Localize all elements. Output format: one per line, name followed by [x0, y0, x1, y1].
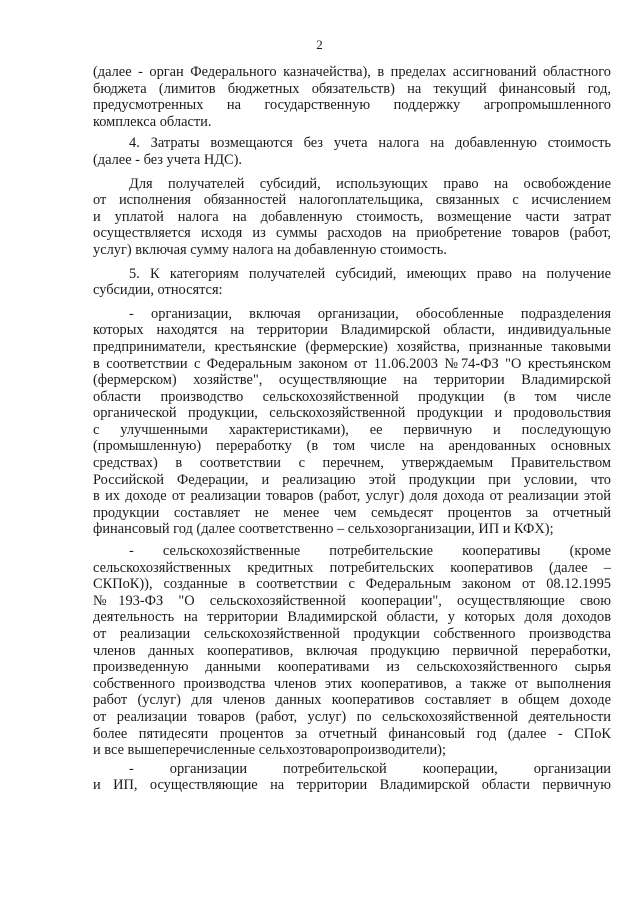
text-line: членов данных кооперативов, включая продукцию первичной переработки,: [93, 642, 611, 659]
text-line: в их доходе от реализации товаров (работ, услуг) доля дохода от реализации этой: [93, 488, 611, 505]
text-line: и все вышеперечисленные сельхозтоваропроизводители);: [93, 742, 446, 759]
paragraph-continuation: [93, 64, 611, 130]
text-line: субсидии, относятся:: [93, 282, 223, 299]
bullet-cooperatives: [93, 543, 611, 759]
text-line: деятельность на территории Владимирской области, у которых доля доходов: [93, 609, 611, 626]
text-line: и уплатой налога на добавленную стоимость, возмещение части затрат: [93, 208, 611, 225]
bullet-consumer-cooperation: [93, 761, 611, 794]
text-line: в соответствии с Федеральным законом от 11.06.2003 №74-ФЗ "О крестьянском: [93, 355, 611, 372]
text-line: - организации, включая организации, обособленные подразделения: [129, 305, 611, 322]
text-line: 4. Затраты возмещаются без учета налога на добавленную стоимость: [129, 135, 611, 152]
text-line: осуществляется исходя из суммы расходов на приобретение товаров (работ,: [93, 225, 611, 242]
text-line: бюджета (лимитов бюджетных обязательств) на текущий финансовый год,: [93, 80, 611, 97]
text-line: - организации потребительской кооперации, организации: [129, 760, 611, 777]
text-line: произведенную данными кооперативами из сельскохозяйственного сырья: [93, 659, 611, 676]
text-line: СКПоК)), созданные в соответствии с Федеральным законом от 08.12.1995: [93, 576, 611, 593]
text-line: органической продукции, сельскохозяйственной продукции и продовольствия: [93, 405, 611, 422]
text-line: финансовый год (далее соответственно – сельхозорганизации, ИП и КФХ);: [93, 521, 554, 538]
paragraph-item-4: [93, 135, 611, 168]
text-line: предприниматели, крестьянские (фермерские) хозяйства, признанные таковыми: [93, 338, 611, 355]
text-line: работ (услуг) для членов данных кооперативов составляет в общем доходе: [93, 692, 611, 709]
text-line: и ИП, осуществляющие на территории Владимирской области первичную: [93, 777, 611, 794]
text-line: которых находятся на территории Владимирской области, индивидуальные: [93, 322, 611, 339]
text-line: предусмотренных на государственную поддержку агропромышленного: [93, 97, 611, 114]
paragraph-item-5: [93, 266, 611, 299]
text-line: (далее - орган Федерального казначейства), в пределах ассигнований областного: [93, 64, 611, 80]
document-body: [93, 64, 611, 794]
text-line: услуг) включая сумму налога на добавленную стоимость.: [93, 241, 447, 258]
text-line: продукции составляет не менее чем семьдесят процентов за отчетный: [93, 504, 611, 521]
page-number: 2: [316, 37, 323, 52]
text-line: №193-ФЗ "О сельскохозяйственной кооперации", осуществляющие свою: [93, 592, 611, 609]
text-line: собственного производства членов этих кооперативов, а также от выполнения: [93, 675, 611, 692]
text-line: средствах) в соответствии с перечнем, утверждаемым Правительством: [93, 455, 611, 472]
text-line: Для получателей субсидий, использующих право на освобождение: [129, 175, 611, 192]
text-line: (фермерском) хозяйстве", осуществляющие на территории Владимирской: [93, 372, 611, 389]
text-line: от исполнения обязанностей налогоплательщика, связанных с исчислением: [93, 192, 611, 209]
text-line: с улучшенными характеристиками), ее первичную и последующую: [93, 421, 611, 438]
text-line: более пятидесяти процентов за отчетный финансовый год (далее - СПоК: [93, 725, 611, 742]
text-line: от реализации сельскохозяйственной продукции собственного производства: [93, 626, 611, 642]
text-line: (промышленную) переработку (в том числе на арендованных основных: [93, 438, 611, 455]
text-line: от реализации товаров (работ, услуг) по сельскохозяйственной деятельности: [93, 708, 611, 725]
text-line: сельскохозяйственных кредитных потребительских кооперативов (далее –: [93, 559, 611, 576]
text-line: комплекса области.: [93, 113, 212, 130]
text-line: - сельскохозяйственные потребительские кооперативы (кроме: [129, 543, 611, 560]
text-line: Российской Федерации, и реализацию этой продукции при условии, что: [93, 471, 611, 488]
paragraph-vat-exemption: [93, 176, 611, 259]
text-line: 5. К категориям получателей субсидий, имеющих право на получение: [129, 265, 611, 282]
text-line: области производство сельскохозяйственной продукции (в том числе: [93, 388, 611, 405]
text-line: (далее - без учета НДС).: [93, 151, 243, 168]
bullet-organizations: [93, 306, 611, 538]
